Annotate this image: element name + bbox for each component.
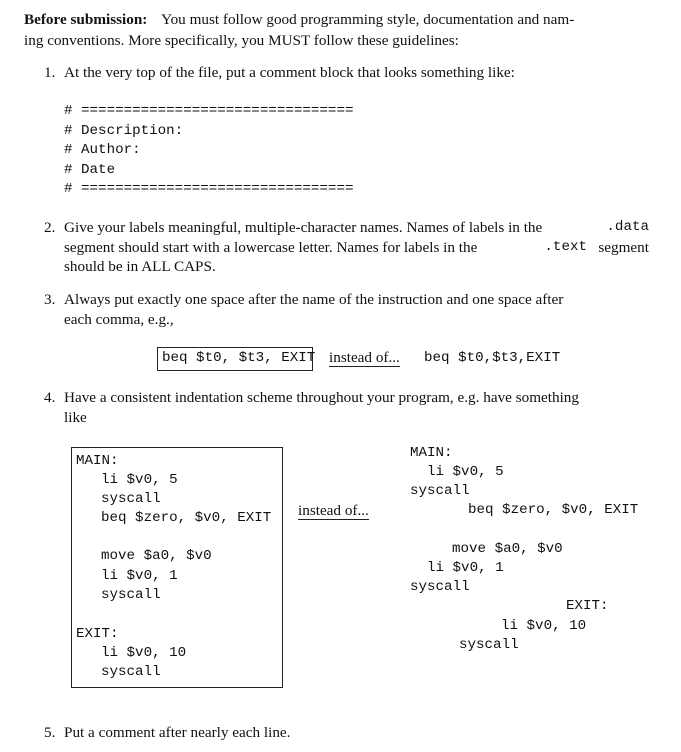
- item-2-text: segment should start with a lowercase letter. Names for labels in the: [64, 239, 478, 256]
- item-4-line-1: Have a consistent indentation scheme throughout your program, e.g. have something: [64, 389, 579, 406]
- indent-instead-text: instead of...: [298, 502, 369, 519]
- code-line: li $v0, 5: [427, 464, 504, 480]
- code-line: beq $zero, $v0, EXIT: [468, 502, 639, 518]
- code-line: li $v0, 10: [101, 645, 187, 661]
- code-line: li $v0, 10: [501, 618, 587, 634]
- comment-line: # ================================: [64, 181, 354, 197]
- intro-line-2: ing conventions. More specifically, you MUST follow these guidelines:: [24, 32, 459, 49]
- code-line: syscall: [101, 664, 161, 680]
- code-line: syscall: [101, 587, 161, 603]
- code-line: syscall: [410, 579, 470, 595]
- intro-heading: Before submission:: [24, 11, 148, 28]
- code-line: MAIN:: [410, 445, 453, 461]
- item-5-number: 5.: [44, 724, 56, 741]
- item-3-line-1: Always put exactly one space after the name of the instruction and one space after: [64, 291, 564, 308]
- item-4-line-2: like: [64, 409, 87, 426]
- code-text: .text: [544, 239, 587, 255]
- item-3-number: 3.: [44, 291, 56, 308]
- item-1-number: 1.: [44, 64, 56, 81]
- code-line: EXIT:: [566, 598, 609, 614]
- intro-text-1: You must follow good programming style, documentation and nam-: [161, 11, 575, 28]
- comment-line: # Description:: [64, 123, 184, 139]
- comment-line: # Date: [64, 162, 116, 178]
- code-line: beq $zero, $v0, EXIT: [101, 510, 272, 526]
- intro-line-1: [24, 11, 574, 29]
- item-2-line-1: [64, 219, 649, 237]
- item-1-text: At the very top of the file, put a comment block that looks something like:: [64, 64, 515, 81]
- spacing-good-example: beq $t0, $t3, EXIT: [157, 347, 313, 371]
- item-4-number: 4.: [44, 389, 56, 406]
- code-line: li $v0, 5: [101, 472, 178, 488]
- item-2-line-2: [64, 239, 649, 257]
- code-data: .data: [606, 219, 649, 235]
- spacing-instead-link: [329, 349, 400, 367]
- item-3-line-2: each comma, e.g.,: [64, 311, 174, 328]
- item-2-text: Give your labels meaningful, multiple-character names. Names of labels in the: [64, 219, 543, 236]
- code-line: MAIN:: [76, 453, 119, 469]
- code-line: syscall: [459, 637, 519, 653]
- code-line: move $a0, $v0: [101, 548, 212, 564]
- comment-line: # ================================: [64, 103, 354, 119]
- item-2-segment-word: segment: [598, 239, 649, 256]
- code-line: li $v0, 1: [427, 560, 504, 576]
- code-line: EXIT:: [76, 626, 119, 642]
- comment-line: # Author:: [64, 142, 141, 158]
- item-5-text: Put a comment after nearly each line.: [64, 724, 291, 741]
- spacing-bad-example: beq $t0,$t3,EXIT: [424, 350, 561, 366]
- code-line: li $v0, 1: [101, 568, 178, 584]
- spacing-instead-text: instead of...: [329, 349, 400, 366]
- code-line: syscall: [101, 491, 161, 507]
- indent-instead-link: [298, 502, 369, 520]
- code-line: syscall: [410, 483, 470, 499]
- item-2-number: 2.: [44, 219, 56, 236]
- item-2-line-3: should be in ALL CAPS.: [64, 258, 216, 275]
- code-line: move $a0, $v0: [452, 541, 563, 557]
